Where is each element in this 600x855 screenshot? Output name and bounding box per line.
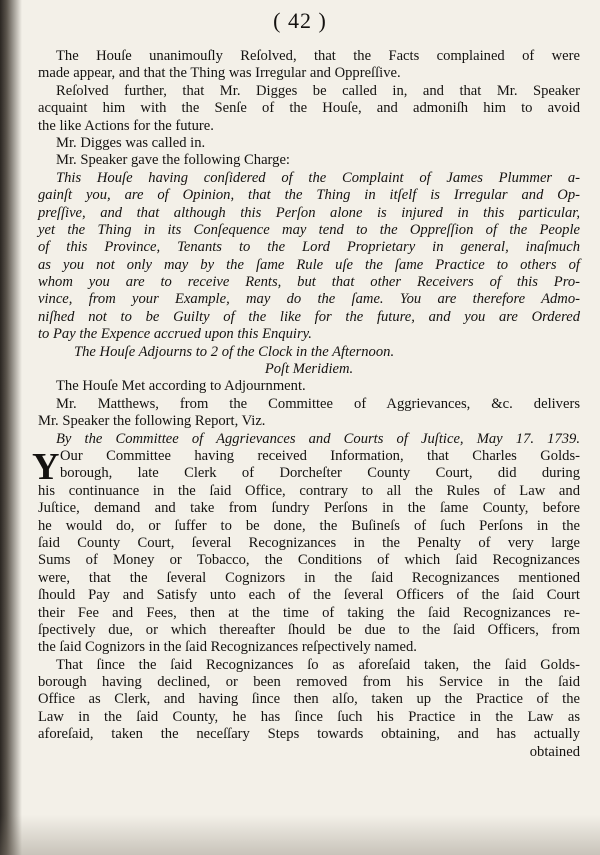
text-line: of this Province, Tenants to the Lord Proprietary in general, inaſmuch <box>38 239 580 256</box>
text-line: as you not only may by the ſame Rule uſe the ſame Practice to others of <box>38 256 580 273</box>
text-line: gainſt you, are of Opinion, that the Thing in itſelf is Irregular and Op- <box>38 187 580 204</box>
text-line: aforeſaid, taken the neceſſary Steps towards obtaining, and has actually <box>38 726 580 743</box>
body-text <box>32 48 580 761</box>
text-line: he would do, or ſuffer to be done, the Buſineſs of ſuch Perſons in the <box>38 517 580 534</box>
text-line: acquaint him with the Senſe of the Houſe, and admoniſh him to avoid <box>38 100 580 117</box>
text-line: the like Actions for the future. <box>38 117 214 134</box>
text-line: That ſince the ſaid Recognizances ſo as aforeſaid taken, the ſaid Golds- <box>56 656 580 673</box>
text-line: to Pay the Expence accrued upon this Enquiry. <box>38 326 312 343</box>
text-line: were, that the ſeveral Cognizors in the ſaid Recognizances mentioned <box>38 569 580 586</box>
text-line: Mr. Speaker gave the following Charge: <box>56 152 290 169</box>
text-line: obtained <box>529 743 580 760</box>
text-line-content: Our Committee having received Information, that Charles Golds- <box>60 447 580 464</box>
text-line: Law in the ſaid County, he has ſince ſuch his Practice in the Law as <box>38 708 580 725</box>
text-line: ſpectively due, or which thereafter ſhould be due to the ſaid Officers, from <box>38 621 580 638</box>
text-line: Office as Clerk, and having ſince then alſo, taken up the Practice of the <box>38 691 580 708</box>
page-number: ( 42 ) <box>273 8 327 33</box>
text-line: yet the Thing in its Conſequence may tend to the Oppreſſion of the People <box>38 221 580 238</box>
text-line: Juſtice, demand and take from ſundry Perſons in the ſame County, before <box>38 500 580 517</box>
text-line: The Houſe Met according to Adjournment. <box>56 378 306 395</box>
text-line: ſhould Pay and Satisfy unto each of the ſeveral Officers of the ſaid Court <box>38 587 580 604</box>
text-line: Mr. Matthews, from the Committee of Aggrievances, &c. delivers <box>56 395 580 412</box>
text-line: their Fee and Fees, then at the time of taking the ſaid Recognizances re- <box>38 604 580 621</box>
text-line: The Houſe unanimouſly Reſolved, that the Facts complained of were <box>56 48 580 64</box>
text-line: his continuance in the ſaid Office, contrary to all the Rules of Law and <box>38 482 580 499</box>
text-line: made appear, and that the Thing was Irregular and Oppreſſive. <box>38 65 401 82</box>
text-line: the ſaid Cognizors in the ſaid Recognizances reſpectively named. <box>38 639 417 656</box>
text-line: Reſolved further, that Mr. Digges be called in, and that Mr. Speaker <box>56 82 580 99</box>
text-line: vince, from your Example, may do the ſame. You are therefore Admo- <box>38 291 580 308</box>
drop-cap: Y <box>32 445 60 488</box>
page-bottom-shadow <box>0 815 600 855</box>
text-line: preſſive, and that although this Perſon alone is injured in this particular, <box>38 204 580 221</box>
text-line: This Houſe having conſidered of the Complaint of James Plummer a- <box>56 169 580 186</box>
text-line: whom you are to receive Rents, but that other Receivers of this Pro- <box>38 274 580 291</box>
text-line: The Houſe Adjourns to 2 of the Clock in the Afternoon. <box>74 343 395 360</box>
text-line: borough, late Clerk of Dorcheſter County Court, did during <box>60 465 580 482</box>
text-line: Mr. Speaker the following Report, Viz. <box>38 413 266 430</box>
text-line: Poſt Meridiem. <box>264 361 354 378</box>
page-binding-shadow <box>0 0 22 855</box>
text-line: borough having declined, or been removed from his Service in the ſaid <box>38 674 580 691</box>
text-line: Mr. Digges was called in. <box>56 134 206 151</box>
text-line: ſaid County Court, ſeveral Recognizances in the Penalty of very large <box>38 534 580 551</box>
text-line: niſhed not to be Guilty of the like for the future, and you are Ordered <box>38 308 580 325</box>
text-line: Sums of Money or Tobacco, the Conditions of which ſaid Recognizances <box>38 552 580 569</box>
text-line: By the Committee of Aggrievances and Courts of Juſtice, May 17. 1739. <box>56 430 580 447</box>
